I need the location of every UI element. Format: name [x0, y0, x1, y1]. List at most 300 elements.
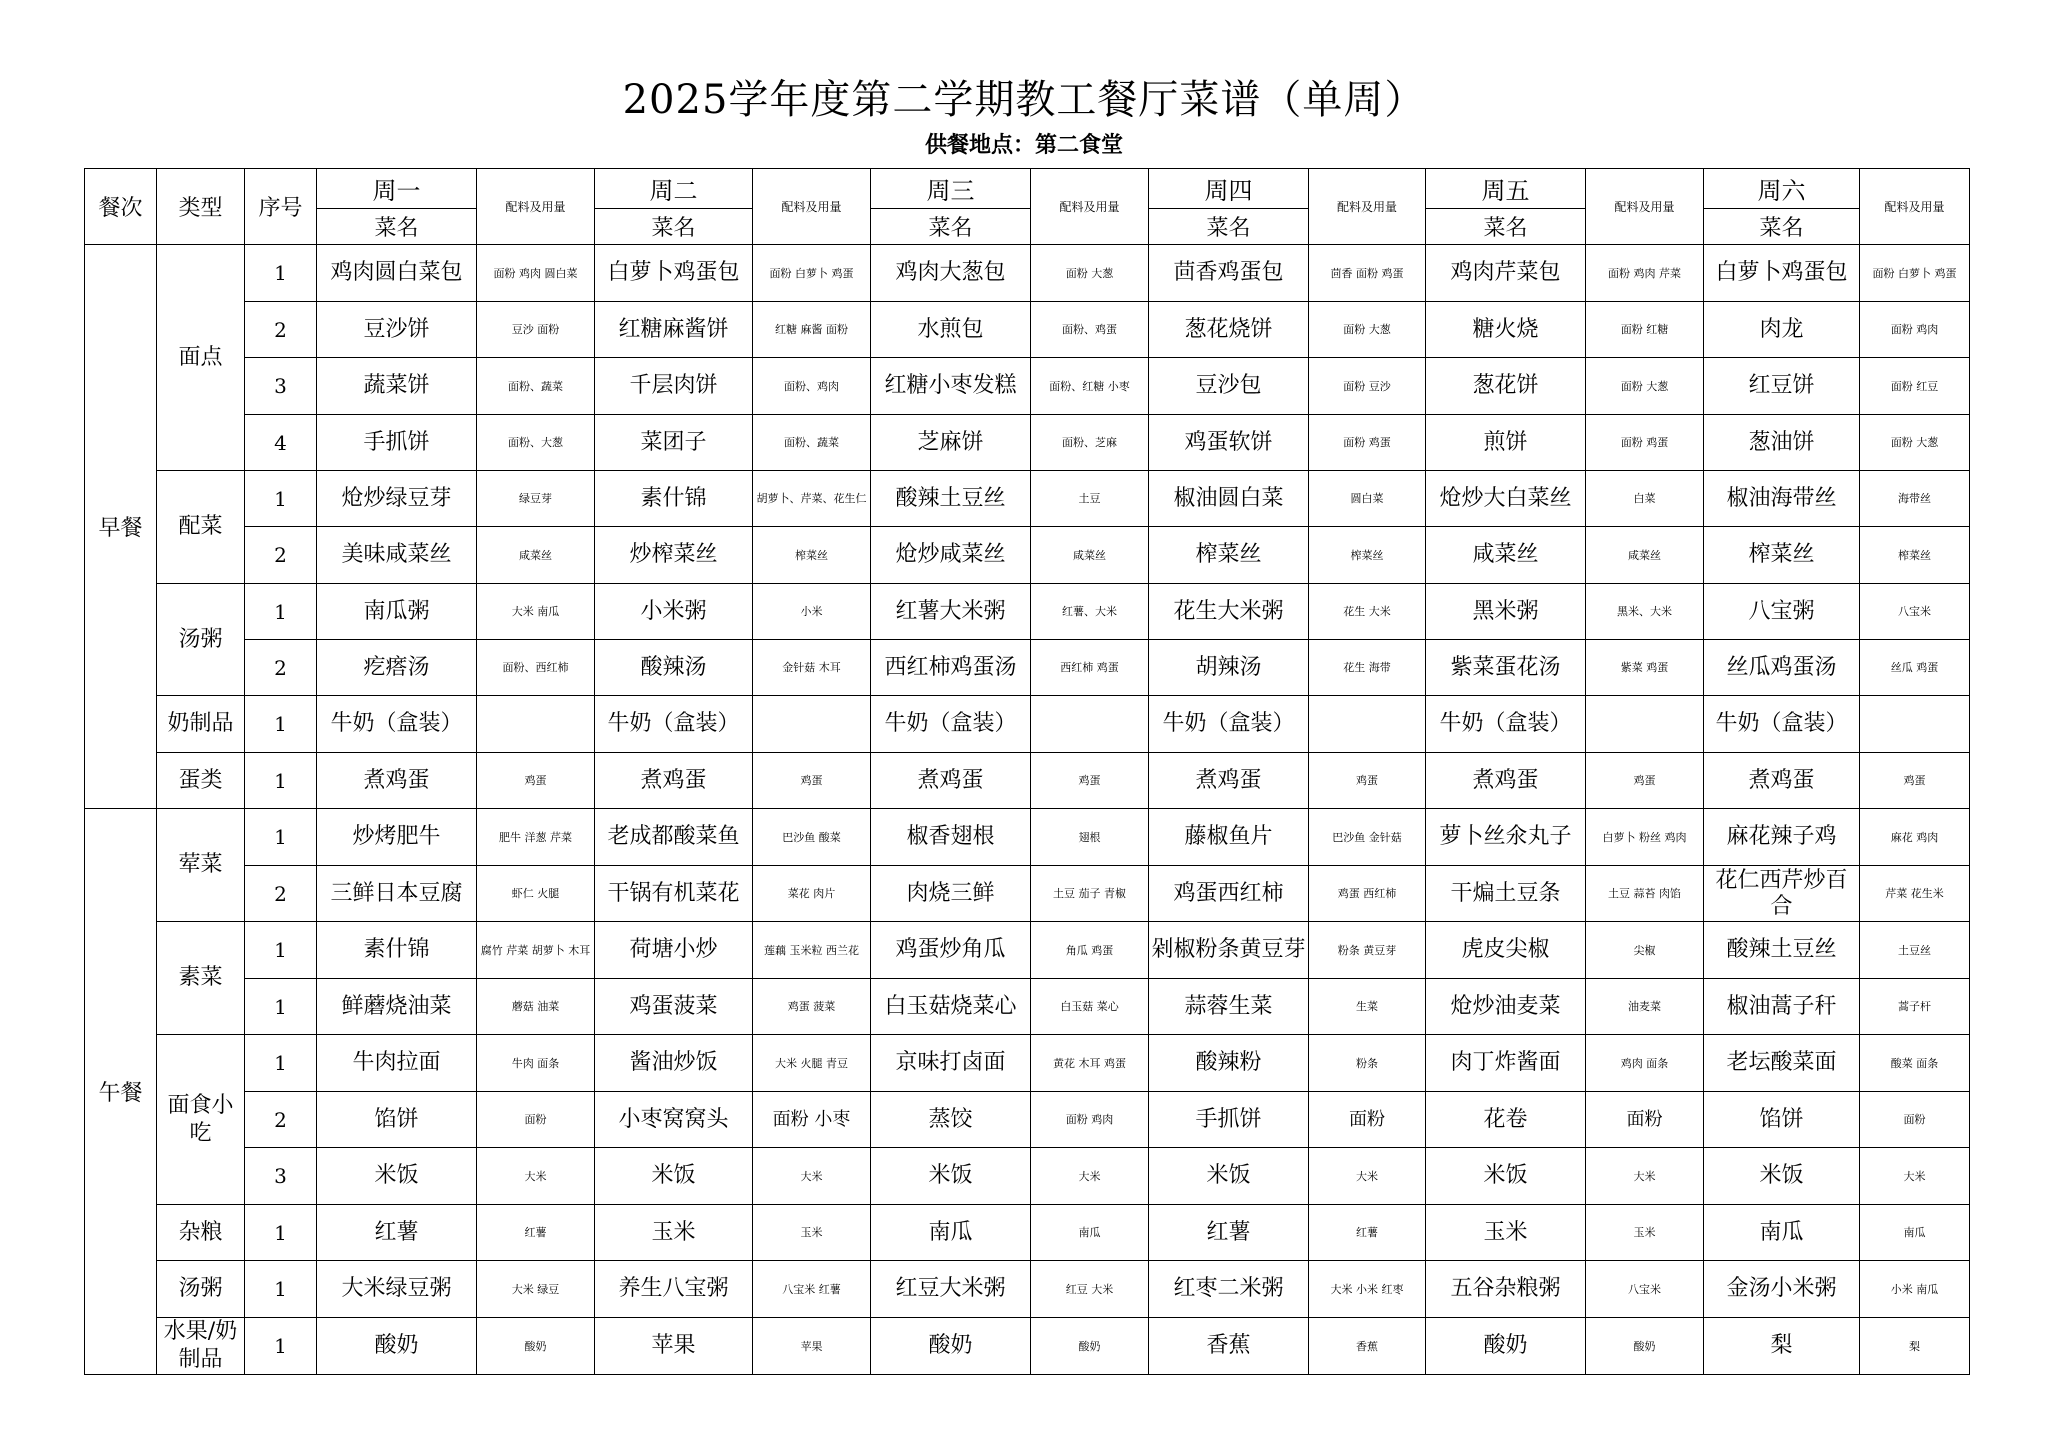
- ingredients-cell: 小米: [753, 584, 871, 640]
- menu-row: [85, 979, 1970, 1035]
- ingredients-cell: 小米 南瓜: [1860, 1261, 1970, 1318]
- dish-cell: 鲜蘑烧油菜: [317, 979, 477, 1035]
- dish-cell: 小枣窝窝头: [595, 1092, 753, 1148]
- ingredients-cell: 鸡蛋 菠菜: [753, 979, 871, 1035]
- ingredients-cell: 蘑菇 油菜: [477, 979, 595, 1035]
- dish-cell: 南瓜: [1704, 1205, 1860, 1261]
- menu-row: [85, 415, 1970, 471]
- dish-cell: 鸡肉芹菜包: [1426, 245, 1586, 302]
- dish-cell: 老坛酸菜面: [1704, 1035, 1860, 1092]
- dish-cell: 馅饼: [317, 1092, 477, 1148]
- dish-cell: 榨菜丝: [1704, 527, 1860, 584]
- dish-cell: 京味打卤面: [871, 1035, 1031, 1092]
- ingredients-cell: 鸡蛋: [477, 753, 595, 809]
- ingredients-cell: [1586, 696, 1704, 753]
- ingredients-cell: 面粉、鸡蛋: [1031, 302, 1149, 358]
- dish-cell: 美味咸菜丝: [317, 527, 477, 584]
- dish-cell: 八宝粥: [1704, 584, 1860, 640]
- header-day: 周三: [871, 169, 1031, 209]
- ingredients-cell: 榨菜丝: [1860, 527, 1970, 584]
- dish-cell: 豆沙包: [1149, 358, 1309, 415]
- ingredients-cell: 咸菜丝: [1586, 527, 1704, 584]
- ingredients-cell: 面粉 大葱: [1309, 302, 1426, 358]
- ingredients-cell: 咸菜丝: [477, 527, 595, 584]
- ingredients-cell: 绿豆芽: [477, 471, 595, 527]
- dish-cell: 剁椒粉条黄豆芽: [1149, 922, 1309, 979]
- header-day: 周五: [1426, 169, 1586, 209]
- dish-cell: 手抓饼: [1149, 1092, 1309, 1148]
- dish-cell: 南瓜: [871, 1205, 1031, 1261]
- menu-row: [85, 1092, 1970, 1148]
- ingredients-cell: 西红柿 鸡蛋: [1031, 640, 1149, 696]
- dish-cell: 鸡肉圆白菜包: [317, 245, 477, 302]
- ingredients-cell: 土豆: [1031, 471, 1149, 527]
- dish-cell: 鸡肉大葱包: [871, 245, 1031, 302]
- menu-row: [85, 1148, 1970, 1205]
- ingredients-cell: 面粉 小枣: [753, 1092, 871, 1148]
- dish-cell: 肉丁炸酱面: [1426, 1035, 1586, 1092]
- dish-cell: 蔬菜饼: [317, 358, 477, 415]
- category-cell: 水果/奶制品: [157, 1318, 245, 1375]
- ingredients-cell: 红薯、大米: [1031, 584, 1149, 640]
- seq-cell: 1: [245, 584, 317, 640]
- dish-cell: 黑米粥: [1426, 584, 1586, 640]
- ingredients-cell: 南瓜: [1860, 1205, 1970, 1261]
- ingredients-cell: 面粉: [1860, 1092, 1970, 1148]
- ingredients-cell: 土豆 蒜苔 肉馅: [1586, 866, 1704, 922]
- dish-cell: 酸辣粉: [1149, 1035, 1309, 1092]
- ingredients-cell: 大米 绿豆: [477, 1261, 595, 1318]
- dish-cell: 鸡蛋软饼: [1149, 415, 1309, 471]
- ingredients-cell: [1031, 696, 1149, 753]
- dish-cell: 牛奶（盒装）: [595, 696, 753, 753]
- menu-row: [85, 809, 1970, 866]
- ingredients-cell: 酸菜 面条: [1860, 1035, 1970, 1092]
- dish-cell: 葱花饼: [1426, 358, 1586, 415]
- header-ingredients: 配料及用量: [1309, 169, 1426, 245]
- dish-cell: 蒸饺: [871, 1092, 1031, 1148]
- dish-cell: 白玉菇烧菜心: [871, 979, 1031, 1035]
- ingredients-cell: 大米: [477, 1148, 595, 1205]
- ingredients-cell: 面粉 鸡肉: [1031, 1092, 1149, 1148]
- ingredients-cell: 面粉 鸡肉 芹菜: [1586, 245, 1704, 302]
- menu-row: [85, 753, 1970, 809]
- ingredients-cell: 油麦菜: [1586, 979, 1704, 1035]
- ingredients-cell: 梨: [1860, 1318, 1970, 1375]
- seq-cell: 4: [245, 415, 317, 471]
- ingredients-cell: 面粉、芝麻: [1031, 415, 1149, 471]
- seq-cell: 3: [245, 1148, 317, 1205]
- dish-cell: 干煸土豆条: [1426, 866, 1586, 922]
- menu-row: [85, 1205, 1970, 1261]
- ingredients-cell: 海带丝: [1860, 471, 1970, 527]
- ingredients-cell: 红薯: [1309, 1205, 1426, 1261]
- dish-cell: 梨: [1704, 1318, 1860, 1375]
- dish-cell: 红豆大米粥: [871, 1261, 1031, 1318]
- dish-cell: 丝瓜鸡蛋汤: [1704, 640, 1860, 696]
- ingredients-cell: 香蕉: [1309, 1318, 1426, 1375]
- meal-cell: 午餐: [85, 809, 157, 1375]
- dish-cell: 牛奶（盒装）: [317, 696, 477, 753]
- ingredients-cell: 大米: [1586, 1148, 1704, 1205]
- ingredients-cell: 鸡蛋 西红柿: [1309, 866, 1426, 922]
- ingredients-cell: 鸡蛋: [1309, 753, 1426, 809]
- dish-cell: 煮鸡蛋: [871, 753, 1031, 809]
- dish-cell: 炝炒油麦菜: [1426, 979, 1586, 1035]
- ingredients-cell: 大米 小米 红枣: [1309, 1261, 1426, 1318]
- dish-cell: 酸奶: [1426, 1318, 1586, 1375]
- dish-cell: 红枣二米粥: [1149, 1261, 1309, 1318]
- ingredients-cell: 面粉 大葱: [1586, 358, 1704, 415]
- dish-cell: 米饭: [1149, 1148, 1309, 1205]
- dish-cell: 小米粥: [595, 584, 753, 640]
- dish-cell: 酱油炒饭: [595, 1035, 753, 1092]
- dish-cell: 米饭: [1426, 1148, 1586, 1205]
- page-title: 2025学年度第二学期教工餐厅菜谱（单周）: [622, 77, 1426, 123]
- dish-cell: 椒油蒿子秆: [1704, 979, 1860, 1035]
- ingredients-cell: 大米: [1860, 1148, 1970, 1205]
- ingredients-cell: 面粉: [1309, 1092, 1426, 1148]
- category-cell: 荤菜: [157, 809, 245, 922]
- ingredients-cell: 面粉 鸡蛋: [1586, 415, 1704, 471]
- dish-cell: 麻花辣子鸡: [1704, 809, 1860, 866]
- header-dish-name: 菜名: [871, 209, 1031, 245]
- ingredients-cell: 面粉 鸡蛋: [1309, 415, 1426, 471]
- dish-cell: 老成都酸菜鱼: [595, 809, 753, 866]
- dish-cell: 酸奶: [871, 1318, 1031, 1375]
- dish-cell: 煮鸡蛋: [1426, 753, 1586, 809]
- dish-cell: 虎皮尖椒: [1426, 922, 1586, 979]
- header-dish-name: 菜名: [595, 209, 753, 245]
- dish-cell: 西红柿鸡蛋汤: [871, 640, 1031, 696]
- dish-cell: 蒜蓉生菜: [1149, 979, 1309, 1035]
- dish-cell: 千层肉饼: [595, 358, 753, 415]
- menu-row: [85, 302, 1970, 358]
- ingredients-cell: 面粉 鸡肉: [1860, 302, 1970, 358]
- dish-cell: 椒油海带丝: [1704, 471, 1860, 527]
- dish-cell: 煎饼: [1426, 415, 1586, 471]
- category-cell: 面点: [157, 245, 245, 471]
- dish-cell: 咸菜丝: [1426, 527, 1586, 584]
- ingredients-cell: 榨菜丝: [753, 527, 871, 584]
- ingredients-cell: 牛肉 面条: [477, 1035, 595, 1092]
- dish-cell: 肉烧三鲜: [871, 866, 1031, 922]
- meal-cell: 早餐: [85, 245, 157, 809]
- dish-cell: 藤椒鱼片: [1149, 809, 1309, 866]
- header-ingredients: 配料及用量: [1586, 169, 1704, 245]
- ingredients-cell: 玉米: [1586, 1205, 1704, 1261]
- ingredients-cell: 麻花 鸡肉: [1860, 809, 1970, 866]
- ingredients-cell: 面粉 大葱: [1860, 415, 1970, 471]
- dish-cell: 萝卜丝氽丸子: [1426, 809, 1586, 866]
- seq-cell: 1: [245, 245, 317, 302]
- dish-cell: 煮鸡蛋: [595, 753, 753, 809]
- dish-cell: 玉米: [595, 1205, 753, 1261]
- header-dish-name: 菜名: [1149, 209, 1309, 245]
- ingredients-cell: [1860, 696, 1970, 753]
- dish-cell: 酸辣土豆丝: [871, 471, 1031, 527]
- ingredients-cell: 大米: [1309, 1148, 1426, 1205]
- ingredients-cell: 面粉、蔬菜: [753, 415, 871, 471]
- dish-cell: 煮鸡蛋: [317, 753, 477, 809]
- ingredients-cell: 巴沙鱼 金针菇: [1309, 809, 1426, 866]
- ingredients-cell: 花生 海带: [1309, 640, 1426, 696]
- ingredients-cell: 面粉: [477, 1092, 595, 1148]
- dish-cell: 水煎包: [871, 302, 1031, 358]
- header-day: 周六: [1704, 169, 1860, 209]
- ingredients-cell: 面粉 红糖: [1586, 302, 1704, 358]
- ingredients-cell: 肥牛 洋葱 芹菜: [477, 809, 595, 866]
- dish-cell: 牛奶（盒装）: [1426, 696, 1586, 753]
- header-ingredients: 配料及用量: [1031, 169, 1149, 245]
- seq-cell: 1: [245, 979, 317, 1035]
- dish-cell: 白萝卜鸡蛋包: [1704, 245, 1860, 302]
- ingredients-cell: 菜花 肉片: [753, 866, 871, 922]
- seq-cell: 2: [245, 866, 317, 922]
- dish-cell: 鸡蛋菠菜: [595, 979, 753, 1035]
- ingredients-cell: 大米 南瓜: [477, 584, 595, 640]
- ingredients-cell: 粉条 黄豆芽: [1309, 922, 1426, 979]
- dish-cell: 米饭: [1704, 1148, 1860, 1205]
- ingredients-cell: [753, 696, 871, 753]
- ingredients-cell: 蒿子杆: [1860, 979, 1970, 1035]
- ingredients-cell: 虾仁 火腿: [477, 866, 595, 922]
- ingredients-cell: 面粉、红糖 小枣: [1031, 358, 1149, 415]
- ingredients-cell: 面粉、鸡肉: [753, 358, 871, 415]
- menu-row: [85, 1318, 1970, 1375]
- ingredients-cell: 面粉、西红柿: [477, 640, 595, 696]
- ingredients-cell: 面粉: [1586, 1092, 1704, 1148]
- ingredients-cell: 酸奶: [477, 1318, 595, 1375]
- dish-cell: 红糖麻酱饼: [595, 302, 753, 358]
- seq-cell: 2: [245, 1092, 317, 1148]
- ingredients-cell: 鸡蛋: [1031, 753, 1149, 809]
- ingredients-cell: 面粉、大葱: [477, 415, 595, 471]
- dish-cell: 煮鸡蛋: [1704, 753, 1860, 809]
- ingredients-cell: 鸡蛋: [753, 753, 871, 809]
- dish-cell: 菜团子: [595, 415, 753, 471]
- seq-cell: 1: [245, 753, 317, 809]
- dish-cell: 花仁西芹炒百合: [1704, 866, 1860, 922]
- dish-cell: 椒香翅根: [871, 809, 1031, 866]
- ingredients-cell: 鸡蛋: [1860, 753, 1970, 809]
- ingredients-cell: 胡萝卜、芹菜、花生仁: [753, 471, 871, 527]
- dish-cell: 花卷: [1426, 1092, 1586, 1148]
- ingredients-cell: 黑米、大米: [1586, 584, 1704, 640]
- category-cell: 奶制品: [157, 696, 245, 753]
- ingredients-cell: 土豆 茄子 青椒: [1031, 866, 1149, 922]
- dish-cell: 葱油饼: [1704, 415, 1860, 471]
- dish-cell: 牛奶（盒装）: [1149, 696, 1309, 753]
- ingredients-cell: 翅根: [1031, 809, 1149, 866]
- dish-cell: 米饭: [595, 1148, 753, 1205]
- ingredients-cell: 金针菇 木耳: [753, 640, 871, 696]
- menu-row: [85, 584, 1970, 640]
- header-ingredients: 配料及用量: [1860, 169, 1970, 245]
- ingredients-cell: 生菜: [1309, 979, 1426, 1035]
- header-ingredients: 配料及用量: [753, 169, 871, 245]
- dish-cell: 糖火烧: [1426, 302, 1586, 358]
- dish-cell: 牛奶（盒装）: [1704, 696, 1860, 753]
- dish-cell: 豆沙饼: [317, 302, 477, 358]
- ingredients-cell: 面粉 大葱: [1031, 245, 1149, 302]
- menu-row: [85, 245, 1970, 302]
- menu-row: [85, 640, 1970, 696]
- ingredients-cell: 粉条: [1309, 1035, 1426, 1092]
- ingredients-cell: 酸奶: [1586, 1318, 1704, 1375]
- ingredients-cell: 八宝米: [1860, 584, 1970, 640]
- ingredients-cell: 大米: [1031, 1148, 1149, 1205]
- seq-cell: 2: [245, 527, 317, 584]
- header-day: 周一: [317, 169, 477, 209]
- ingredients-cell: 腐竹 芹菜 胡萝卜 木耳: [477, 922, 595, 979]
- dish-cell: 炝炒咸菜丝: [871, 527, 1031, 584]
- ingredients-cell: 巴沙鱼 酸菜: [753, 809, 871, 866]
- dish-cell: 素什锦: [317, 922, 477, 979]
- header-meal: 餐次: [85, 169, 157, 245]
- ingredients-cell: 八宝米: [1586, 1261, 1704, 1318]
- ingredients-cell: 白玉菇 菜心: [1031, 979, 1149, 1035]
- category-cell: 蛋类: [157, 753, 245, 809]
- dish-cell: 葱花烧饼: [1149, 302, 1309, 358]
- category-cell: 素菜: [157, 922, 245, 1035]
- ingredients-cell: 鸡肉 面条: [1586, 1035, 1704, 1092]
- dish-cell: 疙瘩汤: [317, 640, 477, 696]
- dish-cell: 酸奶: [317, 1318, 477, 1375]
- ingredients-cell: 面粉 白萝卜 鸡蛋: [753, 245, 871, 302]
- header-ingredients: 配料及用量: [477, 169, 595, 245]
- ingredients-cell: 红糖 麻酱 面粉: [753, 302, 871, 358]
- ingredients-cell: 白菜: [1586, 471, 1704, 527]
- seq-cell: 1: [245, 922, 317, 979]
- header-dish-name: 菜名: [1426, 209, 1586, 245]
- dish-cell: 紫菜蛋花汤: [1426, 640, 1586, 696]
- menu-row: [85, 866, 1970, 922]
- category-cell: 配菜: [157, 471, 245, 584]
- seq-cell: 1: [245, 1035, 317, 1092]
- seq-cell: 1: [245, 1261, 317, 1318]
- dish-cell: 红豆饼: [1704, 358, 1860, 415]
- dish-cell: 红薯: [1149, 1205, 1309, 1261]
- dish-cell: 酸辣汤: [595, 640, 753, 696]
- seq-cell: 2: [245, 640, 317, 696]
- ingredients-cell: 面粉 豆沙: [1309, 358, 1426, 415]
- ingredients-cell: 黄花 木耳 鸡蛋: [1031, 1035, 1149, 1092]
- dish-cell: 荷塘小炒: [595, 922, 753, 979]
- menu-row: [85, 922, 1970, 979]
- header-seq: 序号: [245, 169, 317, 245]
- dish-cell: 苹果: [595, 1318, 753, 1375]
- dish-cell: 鸡蛋炒角瓜: [871, 922, 1031, 979]
- menu-row: [85, 358, 1970, 415]
- ingredients-cell: 莲藕 玉米粒 西兰花: [753, 922, 871, 979]
- ingredients-cell: 紫菜 鸡蛋: [1586, 640, 1704, 696]
- header-type: 类型: [157, 169, 245, 245]
- ingredients-cell: 鸡蛋: [1586, 753, 1704, 809]
- dish-cell: 玉米: [1426, 1205, 1586, 1261]
- seq-cell: 3: [245, 358, 317, 415]
- ingredients-cell: 面粉、蔬菜: [477, 358, 595, 415]
- ingredients-cell: 苹果: [753, 1318, 871, 1375]
- category-cell: 汤粥: [157, 1261, 245, 1318]
- dish-cell: 红糖小枣发糕: [871, 358, 1031, 415]
- dish-cell: 大米绿豆粥: [317, 1261, 477, 1318]
- ingredients-cell: 面粉 白萝卜 鸡蛋: [1860, 245, 1970, 302]
- dish-cell: 酸辣土豆丝: [1704, 922, 1860, 979]
- dish-cell: 手抓饼: [317, 415, 477, 471]
- page-subtitle: 供餐地点：第二食堂: [924, 132, 1123, 158]
- menu-row: [85, 471, 1970, 527]
- dish-cell: 花生大米粥: [1149, 584, 1309, 640]
- menu-row: [85, 527, 1970, 584]
- dish-cell: 牛奶（盒装）: [871, 696, 1031, 753]
- dish-cell: 煮鸡蛋: [1149, 753, 1309, 809]
- ingredients-cell: 花生 大米: [1309, 584, 1426, 640]
- seq-cell: 1: [245, 471, 317, 527]
- header-dish-name: 菜名: [1704, 209, 1860, 245]
- seq-cell: 1: [245, 696, 317, 753]
- dish-cell: 炝炒绿豆芽: [317, 471, 477, 527]
- dish-cell: 肉龙: [1704, 302, 1860, 358]
- dish-cell: 椒油圆白菜: [1149, 471, 1309, 527]
- ingredients-cell: 红薯: [477, 1205, 595, 1261]
- header-row-days: [85, 169, 1970, 209]
- ingredients-cell: 圆白菜: [1309, 471, 1426, 527]
- dish-cell: 红薯: [317, 1205, 477, 1261]
- menu-row: [85, 1035, 1970, 1092]
- ingredients-cell: 茴香 面粉 鸡蛋: [1309, 245, 1426, 302]
- dish-cell: 炝炒大白菜丝: [1426, 471, 1586, 527]
- seq-cell: 1: [245, 1318, 317, 1375]
- ingredients-cell: 面粉 鸡肉 圆白菜: [477, 245, 595, 302]
- category-cell: 面食小吃: [157, 1035, 245, 1205]
- dish-cell: 芝麻饼: [871, 415, 1031, 471]
- ingredients-cell: [1309, 696, 1426, 753]
- dish-cell: 炒烤肥牛: [317, 809, 477, 866]
- dish-cell: 米饭: [317, 1148, 477, 1205]
- ingredients-cell: [477, 696, 595, 753]
- dish-cell: 三鲜日本豆腐: [317, 866, 477, 922]
- dish-cell: 素什锦: [595, 471, 753, 527]
- dish-cell: 胡辣汤: [1149, 640, 1309, 696]
- dish-cell: 干锅有机菜花: [595, 866, 753, 922]
- dish-cell: 炒榨菜丝: [595, 527, 753, 584]
- ingredients-cell: 面粉 红豆: [1860, 358, 1970, 415]
- ingredients-cell: 大米: [753, 1148, 871, 1205]
- category-cell: 汤粥: [157, 584, 245, 696]
- dish-cell: 馅饼: [1704, 1092, 1860, 1148]
- ingredients-cell: 红豆 大米: [1031, 1261, 1149, 1318]
- seq-cell: 2: [245, 302, 317, 358]
- dish-cell: 鸡蛋西红柿: [1149, 866, 1309, 922]
- ingredients-cell: 土豆丝: [1860, 922, 1970, 979]
- ingredients-cell: 芹菜 花生米: [1860, 866, 1970, 922]
- dish-cell: 茴香鸡蛋包: [1149, 245, 1309, 302]
- ingredients-cell: 角瓜 鸡蛋: [1031, 922, 1149, 979]
- menu-table: [84, 168, 1970, 1375]
- menu-row: [85, 696, 1970, 753]
- ingredients-cell: 玉米: [753, 1205, 871, 1261]
- ingredients-cell: 咸菜丝: [1031, 527, 1149, 584]
- dish-cell: 养生八宝粥: [595, 1261, 753, 1318]
- ingredients-cell: 豆沙 面粉: [477, 302, 595, 358]
- dish-cell: 白萝卜鸡蛋包: [595, 245, 753, 302]
- category-cell: 杂粮: [157, 1205, 245, 1261]
- header-day: 周二: [595, 169, 753, 209]
- menu-row: [85, 1261, 1970, 1318]
- ingredients-cell: 酸奶: [1031, 1318, 1149, 1375]
- dish-cell: 金汤小米粥: [1704, 1261, 1860, 1318]
